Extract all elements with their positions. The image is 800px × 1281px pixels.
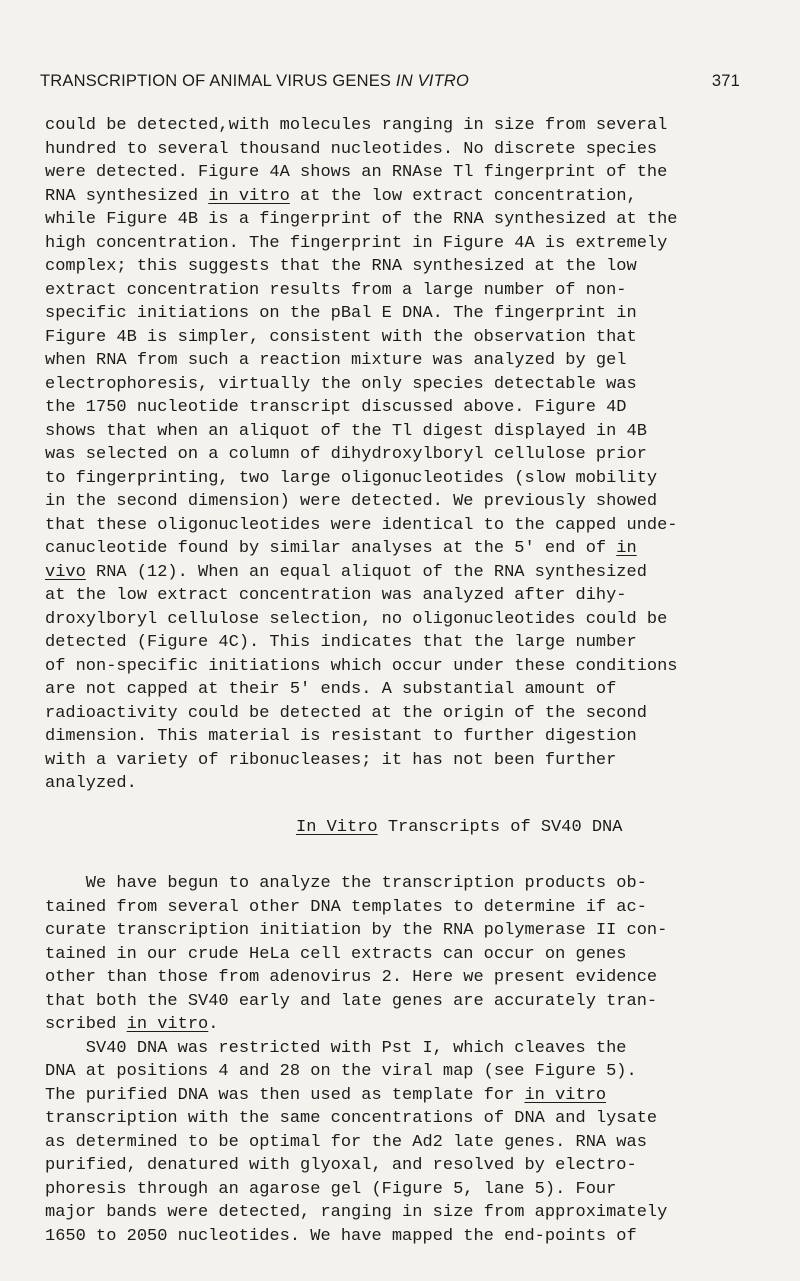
section-heading-text: Transcripts of SV40 DNA bbox=[377, 818, 623, 837]
text-segment: at the low extract concentration was analyzed after dihy- bbox=[45, 586, 627, 605]
text-segment: The purified DNA was then used as template for bbox=[45, 1085, 525, 1105]
text-segment: RNA synthesized bbox=[45, 186, 209, 206]
text-line bbox=[45, 443, 745, 467]
text-line bbox=[45, 1013, 745, 1037]
text-segment: could be detected,with molecules ranging in size from several bbox=[45, 116, 668, 135]
text-segment: DNA at positions 4 and 28 on the viral map (see Figure 5). bbox=[45, 1062, 637, 1081]
text-segment: phoresis through an agarose gel (Figure 5, lane 5). Four bbox=[45, 1179, 617, 1199]
text-segment: analyzed. bbox=[45, 774, 137, 793]
text-line bbox=[45, 872, 745, 896]
text-segment: We have begun to analyze the transcription products ob- bbox=[45, 874, 647, 893]
text-line bbox=[45, 772, 745, 796]
text-segment: extract concentration results from a large number of non- bbox=[45, 280, 627, 300]
text-segment: transcription with the same concentrations of DNA and lysate bbox=[45, 1109, 658, 1128]
paragraph-1 bbox=[45, 114, 745, 796]
text-line bbox=[45, 943, 745, 967]
text-segment: canucleotide found by similar analyses at the 5' end of bbox=[45, 539, 617, 558]
paragraph-2 bbox=[45, 872, 745, 1248]
text-line bbox=[45, 161, 745, 185]
text-segment: when RNA from such a reaction mixture was analyzed by gel bbox=[45, 351, 627, 370]
text-segment: . bbox=[208, 1015, 219, 1034]
text-segment: SV40 DNA was restricted with Pst I, which cleaves the bbox=[45, 1038, 627, 1058]
running-title-italic: IN VITRO bbox=[395, 72, 470, 90]
text-line bbox=[45, 373, 745, 397]
text-segment: RNA (12). When an equal aliquot of the RNA synthesized bbox=[85, 562, 647, 582]
running-title bbox=[40, 72, 469, 91]
page-number: 371 bbox=[711, 72, 740, 90]
text-segment: scribed bbox=[45, 1015, 127, 1034]
text-segment: other than those from adenovirus 2. Here we present evidence bbox=[45, 968, 658, 987]
text-segment: the 1750 nucleotide transcript discussed above. Figure 4D bbox=[45, 398, 627, 417]
text-line bbox=[45, 232, 745, 256]
text-line bbox=[45, 631, 745, 655]
text-segment: detected (Figure 4C). This indicates that the large number bbox=[45, 633, 637, 652]
text-segment: was selected on a column of dihydroxylboryl cellulose prior bbox=[45, 445, 647, 464]
text-line bbox=[45, 655, 745, 679]
text-line bbox=[45, 349, 745, 373]
text-segment: as determined to be optimal for the Ad2 late genes. RNA was bbox=[45, 1132, 647, 1152]
underlined-term: in vitro bbox=[126, 1015, 209, 1034]
running-head bbox=[40, 72, 740, 91]
text-line bbox=[45, 990, 745, 1014]
text-segment: high concentration. The fingerprint in Figure 4A is extremely bbox=[45, 233, 668, 253]
underlined-term: vivo bbox=[45, 562, 86, 582]
underlined-term: in bbox=[616, 539, 637, 558]
text-segment: to fingerprinting, two large oligonucleotides (slow mobility bbox=[45, 468, 658, 488]
text-line bbox=[45, 114, 745, 138]
text-segment: tained in our crude HeLa cell extracts can occur on genes bbox=[45, 944, 627, 964]
text-line bbox=[45, 420, 745, 444]
text-line bbox=[45, 185, 745, 209]
text-segment: purified, denatured with glyoxal, and resolved by electro- bbox=[45, 1156, 637, 1175]
text-line bbox=[45, 678, 745, 702]
section-heading-underlined: In Vitro bbox=[296, 818, 378, 837]
text-line bbox=[45, 467, 745, 491]
text-segment: radioactivity could be detected at the origin of the second bbox=[45, 703, 647, 723]
text-segment: were detected. Figure 4A shows an RNAse Tl fingerprint of the bbox=[45, 163, 668, 182]
text-line bbox=[45, 966, 745, 990]
text-line bbox=[45, 1131, 745, 1155]
underlined-term: in vitro bbox=[208, 186, 290, 206]
text-line bbox=[45, 561, 745, 585]
text-line bbox=[45, 208, 745, 232]
text-line bbox=[45, 514, 745, 538]
text-line bbox=[45, 1060, 745, 1084]
text-segment: complex; this suggests that the RNA synthesized at the low bbox=[45, 257, 637, 276]
text-line bbox=[45, 1084, 745, 1108]
text-line bbox=[45, 255, 745, 279]
text-segment: that these oligonucleotides were identical to the capped unde- bbox=[45, 515, 678, 535]
text-segment: at the low extract concentration, bbox=[289, 186, 637, 206]
text-segment: major bands were detected, ranging in size from approximately bbox=[45, 1203, 668, 1222]
text-segment: tained from several other DNA templates to determine if ac- bbox=[45, 897, 647, 917]
text-line bbox=[45, 1154, 745, 1178]
text-line bbox=[45, 919, 745, 943]
text-line bbox=[45, 396, 745, 420]
text-line bbox=[45, 608, 745, 632]
text-segment: while Figure 4B is a fingerprint of the RNA synthesized at the bbox=[45, 210, 678, 229]
text-line bbox=[45, 1225, 745, 1249]
text-segment: are not capped at their 5' ends. A substantial amount of bbox=[45, 680, 617, 699]
text-line bbox=[45, 1178, 745, 1202]
text-line bbox=[45, 1201, 745, 1225]
text-segment: that both the SV40 early and late genes are accurately tran- bbox=[45, 991, 658, 1011]
text-segment: Figure 4B is simpler, consistent with the observation that bbox=[45, 327, 637, 347]
section-heading bbox=[296, 818, 622, 837]
text-segment: hundred to several thousand nucleotides. No discrete species bbox=[45, 139, 658, 159]
text-segment: electrophoresis, virtually the only species detectable was bbox=[45, 374, 637, 394]
text-line bbox=[45, 138, 745, 162]
text-line bbox=[45, 702, 745, 726]
text-segment: dimension. This material is resistant to further digestion bbox=[45, 727, 637, 746]
text-segment: of non-specific initiations which occur under these conditions bbox=[45, 656, 678, 676]
text-segment: with a variety of ribonucleases; it has not been further bbox=[45, 750, 617, 770]
text-segment: curate transcription initiation by the RNA polymerase II con- bbox=[45, 921, 668, 940]
text-segment: shows that when an aliquot of the Tl digest displayed in 4B bbox=[45, 421, 647, 441]
text-line bbox=[45, 1037, 745, 1061]
text-segment: specific initiations on the pBal E DNA. The fingerprint in bbox=[45, 304, 637, 323]
text-line bbox=[45, 584, 745, 608]
text-line bbox=[45, 537, 745, 561]
text-segment: 1650 to 2050 nucleotides. We have mapped the end-points of bbox=[45, 1226, 637, 1246]
text-segment: in the second dimension) were detected. We previously showed bbox=[45, 492, 658, 511]
text-line bbox=[45, 490, 745, 514]
text-line bbox=[45, 1107, 745, 1131]
text-line bbox=[45, 749, 745, 773]
text-line bbox=[45, 326, 745, 350]
running-title-text: TRANSCRIPTION OF ANIMAL VIRUS GENES bbox=[40, 72, 396, 90]
text-line bbox=[45, 279, 745, 303]
text-line bbox=[45, 725, 745, 749]
text-line bbox=[45, 896, 745, 920]
text-line bbox=[45, 302, 745, 326]
underlined-term: in vitro bbox=[524, 1085, 607, 1105]
text-segment: droxylboryl cellulose selection, no oligonucleotides could be bbox=[45, 609, 668, 629]
